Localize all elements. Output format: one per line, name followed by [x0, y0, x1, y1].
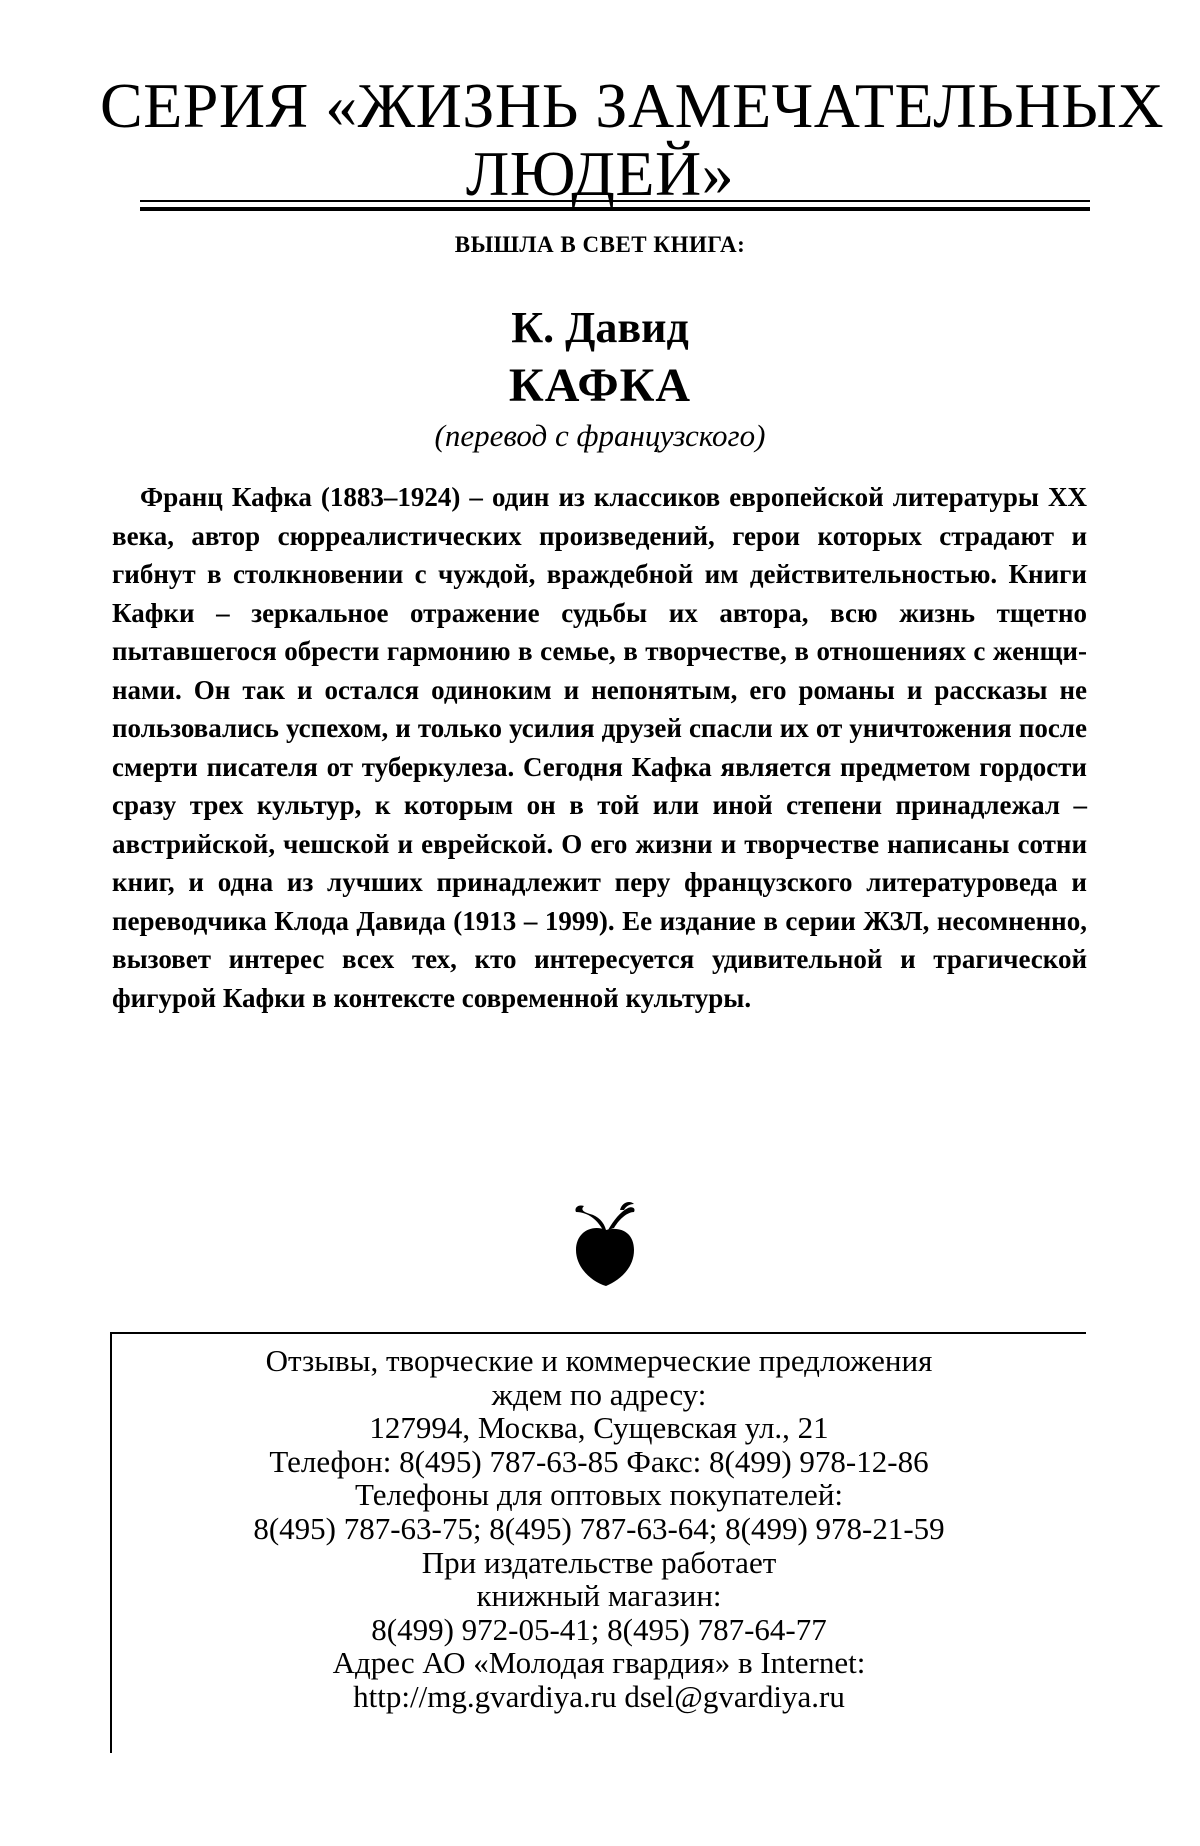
contact-line: книжный магазин: — [476, 1578, 722, 1614]
contact-line: Телефоны для оптовых покупателей: — [354, 1477, 844, 1513]
divider-thick — [140, 207, 1090, 211]
announcement-heading: ВЫШЛА В СВЕТ КНИГА: — [454, 232, 746, 257]
book-author: К. Давид — [511, 303, 689, 352]
wholesale-phones: 8(495) 787-63-75; 8(495) 787-63-64; 8(499) 978-21-59 — [253, 1510, 945, 1546]
contact-address: 127994, Москва, Сущевская ул., 21 — [369, 1410, 829, 1446]
contact-line: При издательстве работает — [421, 1544, 777, 1580]
series-title — [100, 70, 1165, 209]
contact-box — [110, 1332, 1086, 1753]
contact-line: Адрес АО «Молодая гвардия» в Internet: — [332, 1645, 866, 1681]
book-title: КАФКА — [508, 359, 692, 412]
series-title-line-1: СЕРИЯ «ЖИЗНЬ ЗАМЕЧАТЕЛЬНЫХ — [100, 70, 1165, 141]
bookstore-phones: 8(499) 972-05-41; 8(495) 787-64-77 — [371, 1611, 827, 1647]
website-email: http://mg.gvardiya.ru dsel@gvardiya.ru — [353, 1678, 845, 1714]
contact-line: ждем по адресу: — [491, 1376, 707, 1412]
contact-line: Отзывы, творческие и коммерческие предложения — [265, 1343, 933, 1378]
divider-thin — [140, 200, 1090, 202]
book-description: Франц Кафка (1883–1924) – один из классиков европейской литературы XX века, автор сюрреалистических произведений, герои которых страдают и гибнут в столкновении с чуждой, враждебной им действительностью. Книги Кафки – зеркальное отражение судьбы их автора, всю жизнь тщетно пытавшегося обрести гармонию в семье, в творчестве, в отношениях с женщинами. Он так и остался одиноким и непонятым, его романы и рассказы не пользовались успехом, и только усилия друзей спасли их от уничтожения после смерти писателя от туберкулеза. Сегодня Кафка является предметом гордости сразу трех культур, к которым он в той или иной степени принадлежал – австрийской, чешской и еврейской. О его жизни и творчестве написаны сотни книг, и одна из лучших принадлежит перу французского литературоведа и переводчика Клода Давида (1913 – 1999). Ее издание в серии ЖЗЛ, несомненно, вызовет интерес всех тех, кто интересуется удивительной и трагической фигурой Кафки в контексте современной культуры. — [112, 482, 1087, 1013]
series-title-line-2: ЛЮДЕЙ» — [465, 138, 735, 209]
translation-note: (перевод с французского) — [434, 418, 766, 453]
contact-phone-fax: Телефон: 8(495) 787-63-85 Факс: 8(499) 978-12-86 — [269, 1443, 929, 1479]
ivy-leaf-ornament-icon — [570, 1198, 640, 1288]
